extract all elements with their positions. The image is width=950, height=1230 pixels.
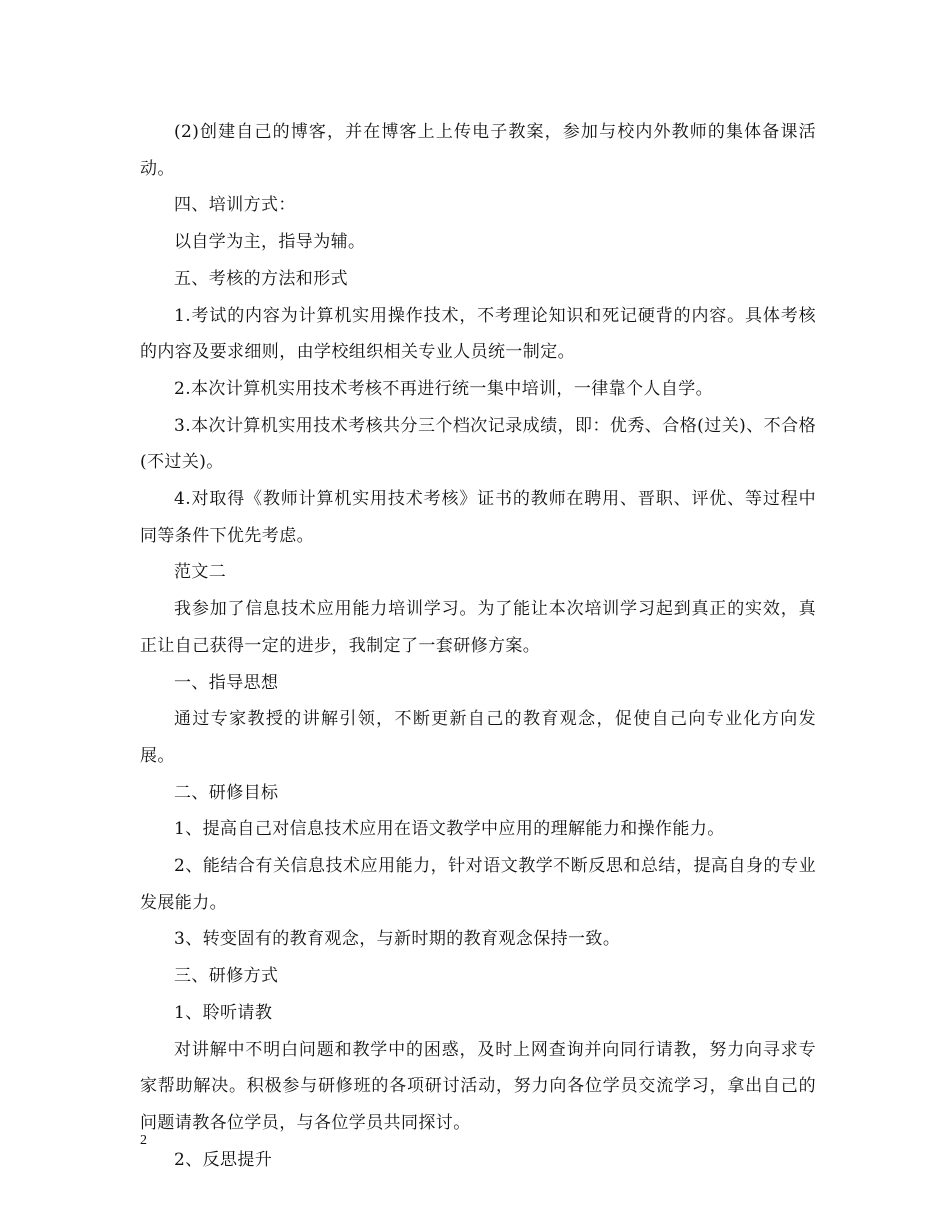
- section-heading: 范文二: [174, 562, 227, 583]
- page-number: 2: [140, 1133, 147, 1148]
- paragraph: 3.本次计算机实用技术考核共分三个档次记录成绩，即：优秀、合格(过关)、不合格(不过关)。: [140, 415, 816, 473]
- paragraph: 通过专家教授的讲解引领，不断更新自己的教育观念，促使自己向专业化方向发展。: [140, 709, 816, 766]
- section-heading: 1、聆听请教: [174, 1002, 273, 1023]
- paragraph: 3、转变固有的教育观念，与新时期的教育观念保持一致。: [174, 929, 621, 950]
- paragraph: 1.考试的内容为计算机实用操作技术，不考理论知识和死记硬背的内容。具体考核的内容及要求细则，由学校组织相关专业人员统一制定。: [140, 305, 816, 363]
- section-heading: 五、考核的方法和形式: [174, 268, 348, 289]
- paragraph: 4.对取得《教师计算机实用技术考核》证书的教师在聘用、晋职、评优、等过程中同等条件下优先考虑。: [140, 489, 816, 546]
- paragraph: 对讲解中不明白问题和教学中的困惑，及时上网查询并向同行请教，努力向寻求专家帮助解决。积极参与研修班的各项研讨活动，努力向各位学员交流学习，拿出自己的问题请教各位学员，与各位学员共同探讨。: [140, 1039, 816, 1133]
- paragraph: 2.本次计算机实用技术考核不再进行统一集中培训，一律靠个人自学。: [174, 378, 714, 399]
- paragraph: 2、能结合有关信息技术应用能力，针对语文教学不断反思和总结，提高自身的专业发展能力。: [140, 856, 816, 913]
- paragraph: 以自学为主，指导为辅。: [174, 232, 366, 253]
- paragraph: 1、提高自己对信息技术应用在语文教学中应用的理解能力和操作能力。: [174, 819, 725, 840]
- section-heading: 一、指导思想: [174, 672, 279, 693]
- paragraph: 我参加了信息技术应用能力培训学习。为了能让本次培训学习起到真正的实效，真正让自己获得一定的进步，我制定了一套研修方案。: [140, 599, 816, 656]
- section-heading: 四、培训方式：: [174, 195, 296, 216]
- section-heading: 二、研修目标: [174, 782, 279, 803]
- section-heading: 三、研修方式: [174, 966, 279, 987]
- page-body: [140, 114, 816, 1178]
- section-heading: 2、反思提升: [174, 1149, 273, 1170]
- paragraph: (2)创建自己的博客，并在博客上上传电子教案，参加与校内外教师的集体备课活动。: [140, 122, 816, 179]
